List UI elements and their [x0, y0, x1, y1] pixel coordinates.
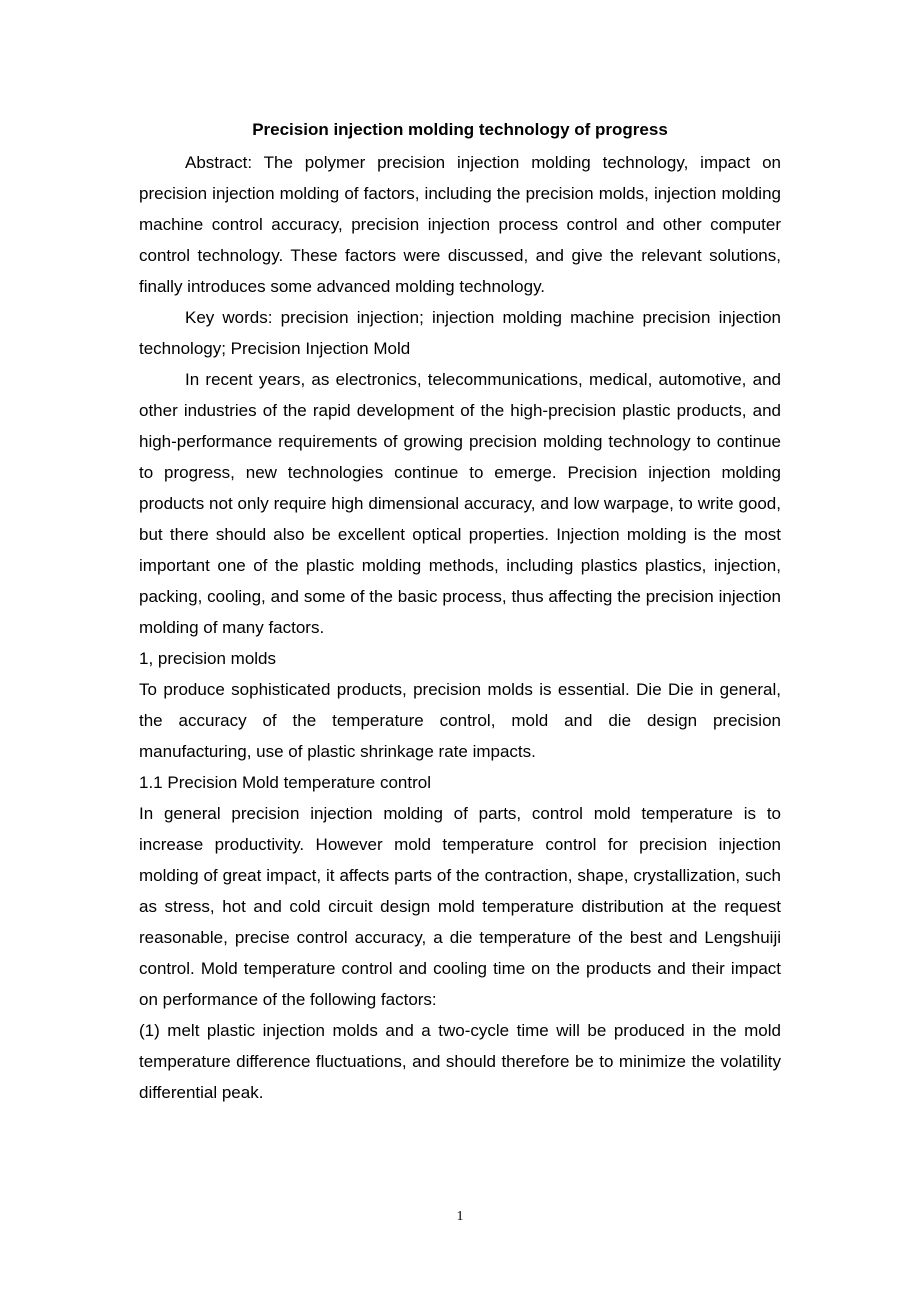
- subsection-heading: 1.1 Precision Mold temperature control: [139, 773, 431, 792]
- list-item: (1) melt plastic injection molds and a two-cycle time will be produced in the mold temperature difference fluctuations, and should therefore be to minimize the volatility differential peak.: [139, 1021, 781, 1102]
- page-number: 1: [456, 1209, 464, 1224]
- body-paragraph: To produce sophisticated products, precision molds is essential. Die Die in general, the accuracy of the temperature control, mold and die design precision manufacturing, use of plastic shrinkage rate impacts.: [139, 680, 781, 761]
- body-paragraph: In general precision injection molding of parts, control mold temperature is to increase productivity. However mold temperature control for precision injection molding of great impact, it affects parts of the contraction, shape, crystallization, such as stress, hot and cold circuit design mold temperature distribution at the request reasonable, precise control accuracy, a die temperature of the best and Lengshuiji control. Mold temperature control and cooling time on the products and their impact on performance of the following factors:: [139, 804, 781, 1009]
- abstract-paragraph: Abstract: The polymer precision injection molding technology, impact on precision injection molding of factors, including the precision molds, injection molding machine control accuracy, precision injection process control and other computer control technology. These factors were discussed, and give the relevant solutions, finally introduces some advanced molding technology.: [139, 153, 781, 296]
- intro-paragraph: In recent years, as electronics, telecommunications, medical, automotive, and other industries of the rapid development of the high-precision plastic products, and high-performance requirements of growing precision molding technology to continue to progress, new technologies continue to emerge. Precision injection molding products not only require high dimensional accuracy, and low warpage, to write good, but there should also be excellent optical properties. Injection molding is the most important one of the plastic molding methods, including plastics plastics, injection, packing, cooling, and some of the basic process, thus affecting the precision injection molding of many factors.: [139, 370, 781, 637]
- section-heading: 1, precision molds: [139, 649, 277, 668]
- document-title: Precision injection molding technology of progress: [252, 120, 668, 139]
- document-body: [139, 116, 781, 1108]
- keywords-paragraph: Key words: precision injection; injection molding machine precision injection technology; Precision Injection Mold: [139, 308, 781, 358]
